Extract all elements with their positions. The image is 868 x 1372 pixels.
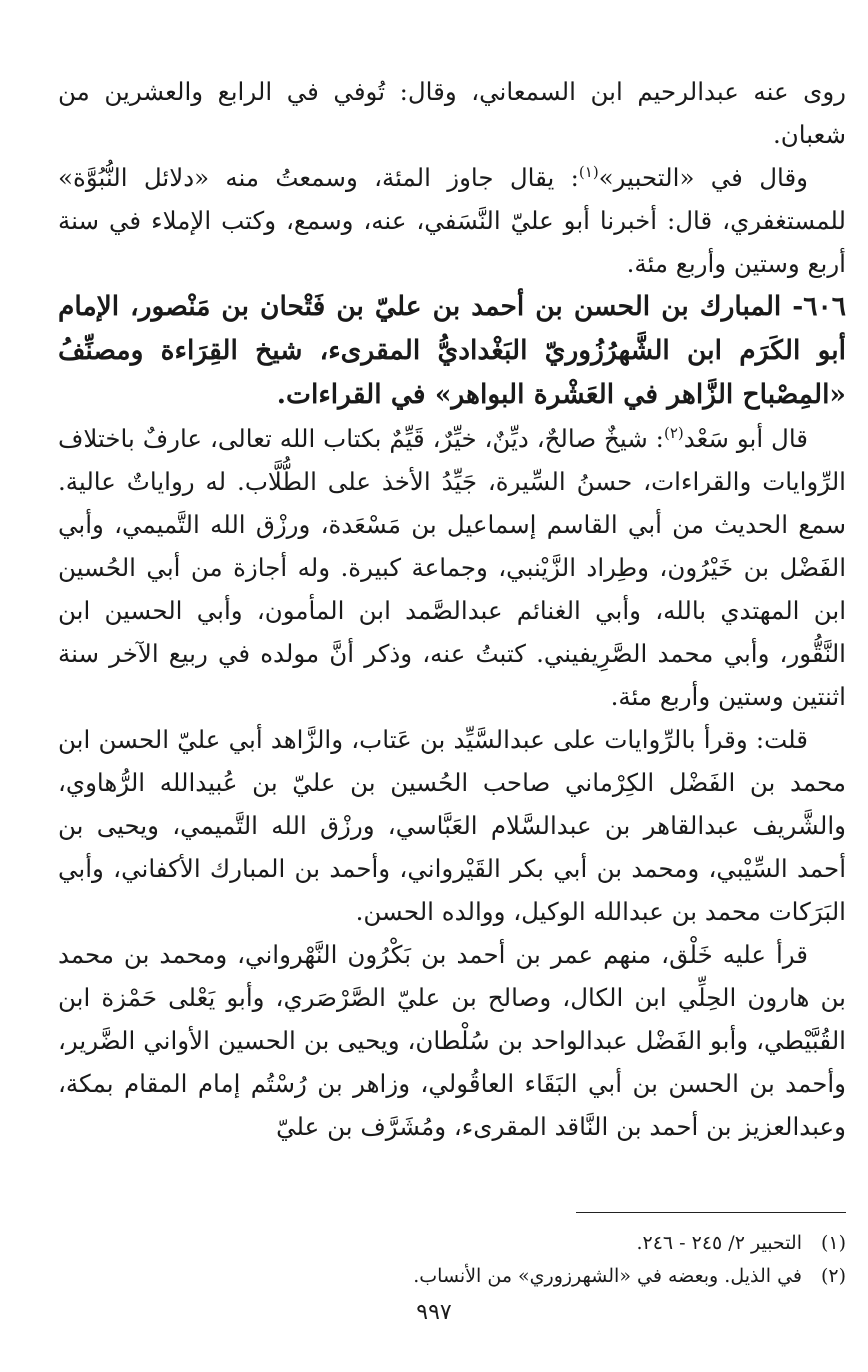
page-number: ٩٩٧ [416,1300,452,1325]
paragraph-4: قلت: وقرأ بالرِّوايات على عبدالسَّيِّد بن عَتاب، والزَّاهد أبي عليّ الحسن ابن محمد بن الفَضْل الكِرْماني صاحب الحُسين بن عليّ بن عُبيدالله الرُّهاوي، والشَّريف عبدالقاهر بن عبدالسَّلام العَبَّاسي، ورزْق الله التَّميمي، ويحيى بن أحمد السِّيْبي، ومحمد بن أبي بكر القَيْرواني، وأحمد بن المبارك الأكفاني، وأبي البَرَكات محمد بن عبدالله الوكيل، ووالده الحسن. [58,725,846,926]
footnote-2-number: (٢) [820,1265,846,1287]
footnote-2 [58,1260,846,1293]
entry-heading-606: ٦٠٦- المبارك بن الحسن بن أحمد بن عليّ بن فَتْحان بن مَنْصور، الإمام أبو الكَرَم ابن الشَّهرُزُوريّ البَغْداديُّ المقرىء، شيخ القِرَاءة ومصنِّفُ «المِصْباح الزَّاهر في العَشْرة البواهر» في القراءات. [58,291,846,410]
paragraph-1: روى عنه عبدالرحيم ابن السمعاني، وقال: تُوفي في الرابع والعشرين من شعبان. [58,77,846,149]
paragraph-3-text: : شيخٌ صالحٌ، ديِّنٌ، خيِّرٌ، قَيِّمٌ بكتاب الله تعالى، عارفٌ باختلاف الرِّوايات والقراءات، حسنُ السِّيرة، جَيِّدُ الأخذ على الطُّلَّاب. له رواياتٌ عالية. سمع الحديث من أبي القاسم إسماعيل بن مَسْعَدة، ورزْق الله التَّميمي، وأبي الفَضْل بن خَيْرُون، وطِراد الزَّيْنبي، وجماعة كبيرة. وله أجازة من أبي الحُسين ابن المهتدي بالله، وأبي الغنائم عبدالصَّمد ابن المأمون، وأبي الحسين ابن النَّقُّور، وأبي محمد الصَّرِيفيني. كتبتُ عنه، وذكر أنَّ مولده في ربيع الآخر سنة اثنتين وستين وأربع مئة. [58,424,846,711]
footnote-1-text: التحبير ٢/ ٢٤٥ - ٢٤٦. [636,1232,802,1254]
page-body [58,70,846,1148]
footnote-1 [58,1227,846,1260]
paragraph-2-text: : يقال جاوز المئة، وسمعتُ منه «دلائل النُّبُوَّة» للمستغفري، قال: أخبرنا أبو عليّ النَّسَفي، عنه، وسمع، وكتب الإملاء في سنة أربع وستين وأربع مئة. [58,163,846,278]
paragraph-2-lead: وقال في «التحبير» [598,163,808,192]
paragraph-3-lead: قال أبو سَعْد [683,424,809,453]
paragraph-3 [58,417,846,718]
footnote-2-text: في الذيل. وبعضه في «الشهرزوري» من الأنساب. [413,1265,802,1287]
footnote-ref-2[interactable]: (٢) [663,423,684,442]
paragraph-5: قرأ عليه خَلْق، منهم عمر بن أحمد بن بَكْرُون النَّهْرواني، ومحمد بن محمد بن هارون الحِلِّي ابن الكال، وصالح بن عليّ الصَّرْصَري، وأبو يَعْلى حَمْزة ابن القُبَّيْطي، وأبو الفَضْل عبدالواحد بن سُلْطان، ويحيى بن الحسين الأواني الضَّرير، وأحمد بن الحسن بن أبي البَقَاء العاقُولي، وزاهر بن رُسْتُم إمام المقام بمكة، وعبدالعزيز بن أحمد بن النَّاقد المقرىء، ومُشَرَّف بن عليّ [58,940,846,1141]
footnote-ref-1[interactable]: (١) [578,162,599,181]
footnotes-section [58,1212,846,1293]
paragraph-2 [58,156,846,285]
footnote-1-number: (١) [820,1232,846,1254]
footnote-divider [576,1212,846,1213]
